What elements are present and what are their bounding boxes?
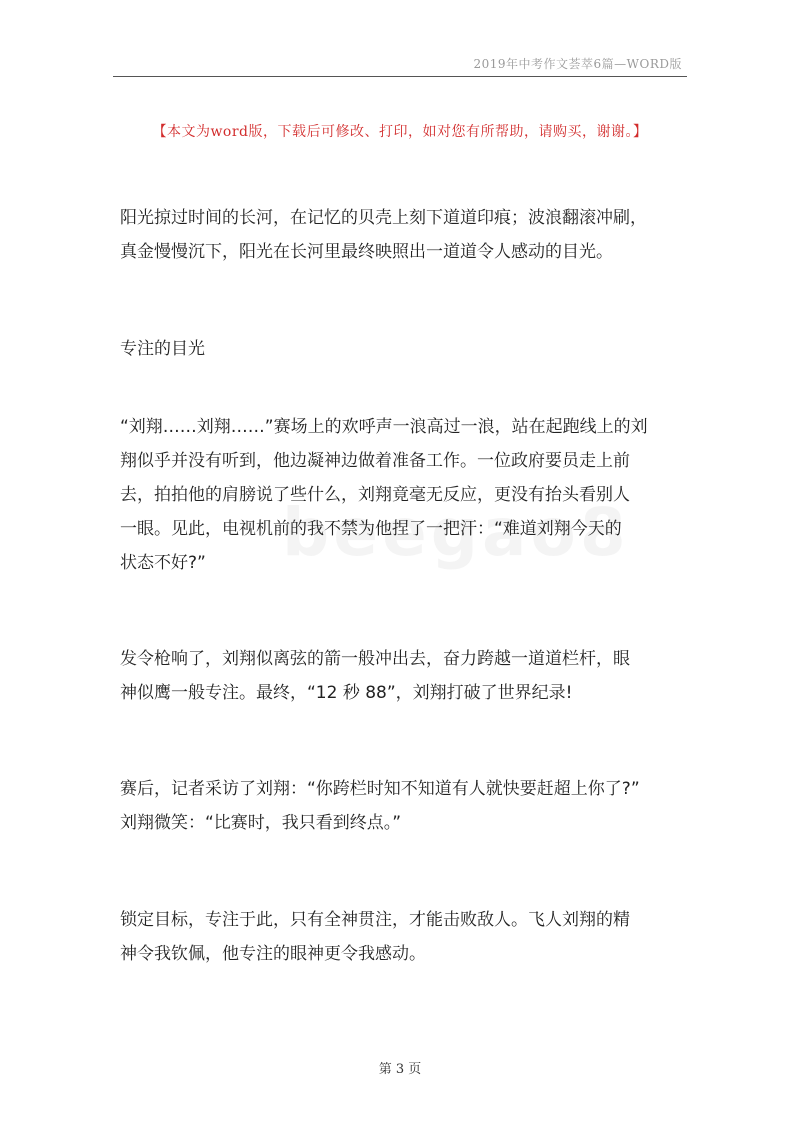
paragraph-3	[120, 772, 688, 840]
page-number: 第 3 页	[378, 1062, 422, 1077]
section-heading: 专注的目光	[120, 339, 205, 359]
paragraph-2	[120, 642, 688, 710]
paragraph-2-line-1: 发令枪响了，刘翔似离弦的箭一般冲出去，奋力跨越一道道栏杆，眼	[120, 649, 630, 669]
intro-line-1: 阳光掠过时间的长河，在记忆的贝壳上刻下道道印痕；波浪翻滚冲刷，	[120, 208, 647, 228]
paragraph-3-line-1: 赛后，记者采访了刘翔：“你跨栏时知不知道有人就快要赶超上你了?”	[120, 779, 640, 799]
paragraph-1	[120, 410, 688, 580]
paragraph-2-line-2: 神似鹰一般专注。最终，“12 秒 88”，刘翔打破了世界纪录!	[120, 683, 573, 703]
paragraph-1-line-5: 状态不好?”	[120, 553, 206, 573]
paragraph-1-line-1: “刘翔……刘翔……”赛场上的欢呼声一浪高过一浪，站在起跑线上的刘	[120, 417, 648, 437]
paragraph-4-line-1: 锁定目标，专注于此，只有全神贯注，才能击败敌人。飞人刘翔的精	[120, 910, 630, 930]
purchase-notice: 【本文为word版，下载后可修改、打印，如对您有所帮助，请购买，谢谢。】	[152, 124, 648, 140]
paragraph-1-line-2: 翔似乎并没有听到，他边凝神边做着准备工作。一位政府要员走上前	[120, 451, 630, 471]
paragraph-3-line-2: 刘翔微笑：“比赛时，我只看到终点。”	[120, 813, 402, 833]
paragraph-1-line-4: 一眼。见此，电视机前的我不禁为他捏了一把汗：“难道刘翔今天的	[120, 519, 622, 539]
paragraph-4	[120, 903, 688, 971]
header-divider	[113, 76, 687, 77]
page-header-title: 2019年中考作文荟萃6篇—WORD版	[473, 57, 682, 71]
paragraph-4-line-2: 神令我钦佩，他专注的眼神更令我感动。	[120, 944, 426, 964]
intro-paragraph	[120, 201, 688, 269]
paragraph-1-line-3: 去，拍拍他的肩膀说了些什么，刘翔竟毫无反应，更没有抬头看别人	[120, 485, 630, 505]
intro-line-2: 真金慢慢沉下，阳光在长河里最终映照出一道道令人感动的目光。	[120, 242, 613, 262]
